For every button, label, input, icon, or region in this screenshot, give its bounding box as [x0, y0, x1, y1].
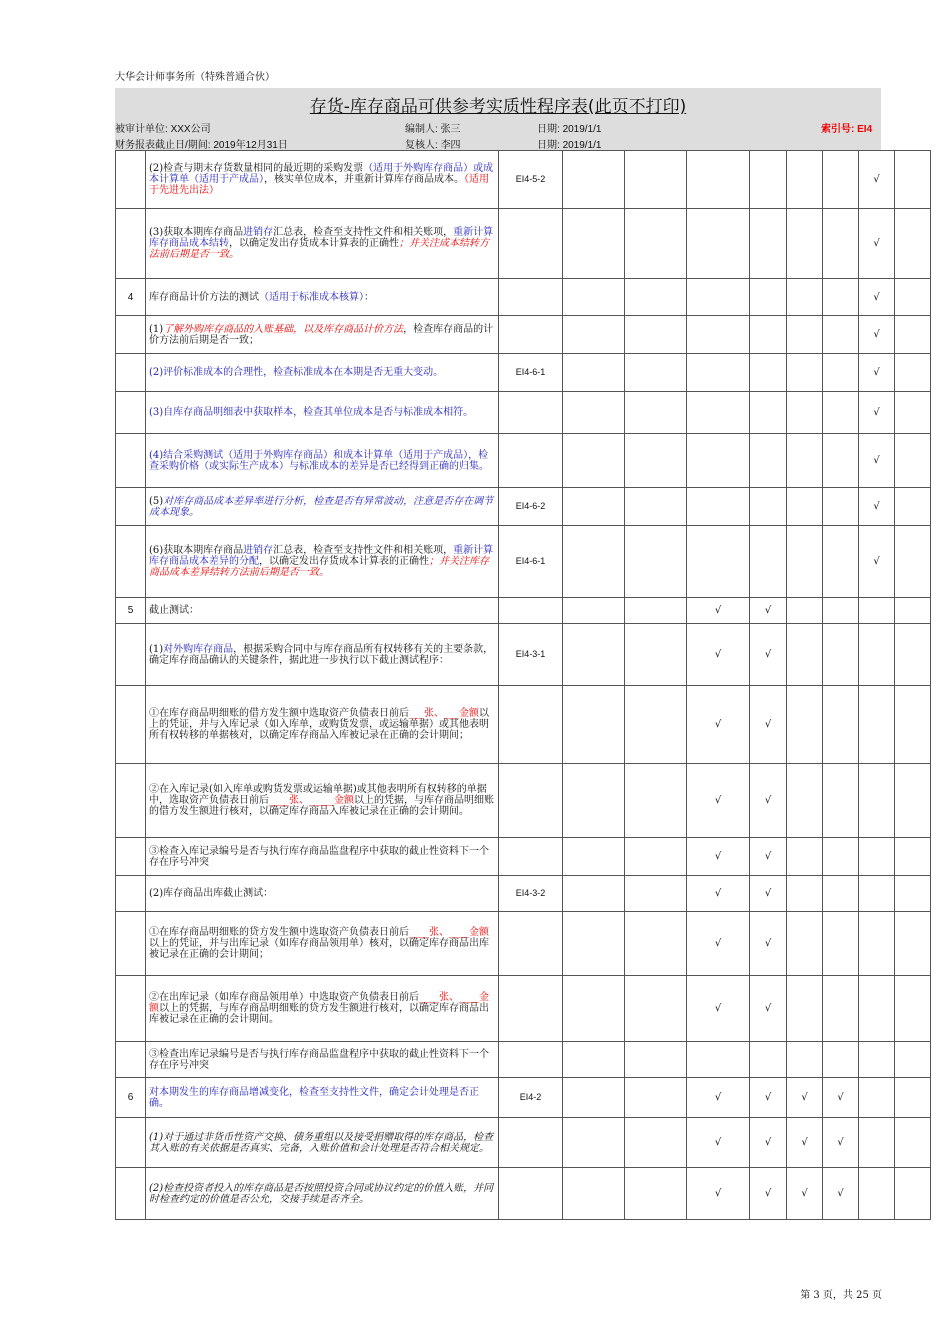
check-cell [787, 598, 823, 624]
check-cell: √ [687, 912, 750, 976]
check-cell: √ [750, 1078, 787, 1118]
check-cell: √ [750, 838, 787, 876]
check-cell [563, 151, 625, 209]
step-number [116, 686, 146, 764]
check-cell [895, 1042, 931, 1078]
table-row [116, 686, 950, 764]
check-cell [687, 392, 750, 434]
check-cell [823, 354, 859, 392]
procedure-text: (2)检查投资者投入的库存商品是否按照投资合同或协议约定的价值入账，并同时检查约定的价值是否公允，交接手续是否齐全。 [146, 1168, 499, 1220]
preparer: 编制人: 张三 [405, 124, 461, 135]
check-cell [563, 686, 625, 764]
check-cell [563, 1078, 625, 1118]
check-cell [787, 764, 823, 838]
audited-unit: 被审计单位: XXX公司 [115, 124, 211, 135]
check-cell [750, 488, 787, 526]
check-cell [750, 151, 787, 209]
check-cell [625, 764, 687, 838]
check-cell [750, 354, 787, 392]
prepare-date: 日期: 2019/1/1 [537, 124, 602, 135]
check-cell [823, 392, 859, 434]
check-cell [625, 1042, 687, 1078]
check-cell: √ [859, 279, 895, 316]
check-cell [625, 838, 687, 876]
step-number [116, 488, 146, 526]
check-cell [787, 624, 823, 686]
step-number [116, 838, 146, 876]
check-cell [563, 1118, 625, 1168]
check-cell [625, 354, 687, 392]
check-cell [823, 209, 859, 279]
procedure-text: (1)对外购库存商品，根据采购合同中与库存商品所有权转移有关的主要条款，确定库存商品确认的关键条件，据此进一步执行以下截止测试程序： [146, 624, 499, 686]
check-cell [563, 912, 625, 976]
check-cell [625, 1118, 687, 1168]
workpaper-ref [499, 1042, 563, 1078]
check-cell [687, 151, 750, 209]
workpaper-ref [499, 1118, 563, 1168]
workpaper-ref [499, 434, 563, 488]
step-number [116, 209, 146, 279]
table-row [116, 354, 950, 392]
check-cell [563, 354, 625, 392]
check-cell [823, 838, 859, 876]
check-cell [625, 598, 687, 624]
procedure-text: (3)自库存商品明细表中获取样本，检查其单位成本是否与标准成本相符。 [146, 392, 499, 434]
step-number [116, 624, 146, 686]
workpaper-ref [499, 598, 563, 624]
table-row [116, 976, 950, 1042]
table-row [116, 434, 950, 488]
step-number [116, 316, 146, 354]
check-cell [823, 598, 859, 624]
review-date: 日期: 2019/1/1 [537, 140, 602, 151]
procedure-text: (2)评价标准成本的合理性，检查标准成本在本期是否无重大变动。 [146, 354, 499, 392]
table-row [116, 598, 950, 624]
procedure-text: ③检查入库记录编号是否与执行库存商品监盘程序中获取的截止性资料下一个存在序号冲突 [146, 838, 499, 876]
check-cell [895, 316, 931, 354]
table-row [116, 624, 950, 686]
check-cell [787, 876, 823, 912]
check-cell [750, 392, 787, 434]
check-cell: √ [687, 686, 750, 764]
check-cell [687, 526, 750, 598]
check-cell [625, 316, 687, 354]
check-cell [859, 624, 895, 686]
check-cell: √ [687, 976, 750, 1042]
check-cell [563, 279, 625, 316]
check-cell [895, 434, 931, 488]
table-row [116, 209, 950, 279]
check-cell [895, 624, 931, 686]
table-row [116, 279, 950, 316]
workpaper-ref [499, 1168, 563, 1220]
check-cell [563, 1042, 625, 1078]
check-cell [859, 1042, 895, 1078]
check-cell [687, 434, 750, 488]
check-cell [563, 434, 625, 488]
check-cell: √ [687, 838, 750, 876]
check-cell [895, 686, 931, 764]
check-cell [823, 434, 859, 488]
check-cell [787, 209, 823, 279]
check-cell [859, 1078, 895, 1118]
check-cell [787, 392, 823, 434]
check-cell [750, 279, 787, 316]
check-cell [750, 526, 787, 598]
workpaper-ref [499, 686, 563, 764]
check-cell: √ [787, 1118, 823, 1168]
step-number: 4 [116, 279, 146, 316]
check-cell [859, 1168, 895, 1220]
step-number: 5 [116, 598, 146, 624]
check-cell: √ [859, 209, 895, 279]
check-cell [823, 488, 859, 526]
check-cell [687, 1042, 750, 1078]
check-cell: √ [687, 624, 750, 686]
check-cell [823, 876, 859, 912]
check-cell [787, 976, 823, 1042]
check-cell [563, 976, 625, 1042]
table-row [116, 316, 950, 354]
report-period: 财务报表截止日/期间: 2019年12月31日 [115, 140, 288, 151]
check-cell [750, 316, 787, 354]
step-number [116, 976, 146, 1042]
step-number: 6 [116, 1078, 146, 1118]
check-cell [823, 151, 859, 209]
check-cell [625, 151, 687, 209]
page-number: 第 3 页，共 25 页 [800, 1290, 882, 1301]
check-cell: √ [859, 488, 895, 526]
procedure-text: 截止测试： [146, 598, 499, 624]
check-cell: √ [823, 1078, 859, 1118]
firm-name: 大华会计师事务所（特殊普通合伙） [115, 72, 275, 83]
table-row [116, 876, 950, 912]
check-cell [859, 912, 895, 976]
table-row [116, 1042, 950, 1078]
check-cell [625, 624, 687, 686]
check-cell [750, 434, 787, 488]
table-row [116, 151, 950, 209]
check-cell [563, 316, 625, 354]
check-cell [823, 912, 859, 976]
procedure-text: ②在出库记录（如库存商品领用单）中选取资产负债表日前后____张、____金额以上的凭据，与库存商品明细账的贷方发生额进行核对，以确定库存商品出库被记录在正确的会计期间。 [146, 976, 499, 1042]
check-cell: √ [750, 598, 787, 624]
check-cell [823, 764, 859, 838]
header-block [115, 88, 881, 150]
check-cell [895, 764, 931, 838]
check-cell [787, 316, 823, 354]
check-cell: √ [787, 1168, 823, 1220]
check-cell: √ [750, 876, 787, 912]
check-cell [563, 209, 625, 279]
check-cell: √ [750, 1168, 787, 1220]
check-cell [895, 1078, 931, 1118]
check-cell [787, 354, 823, 392]
procedure-text: 库存商品计价方法的测试（适用于标准成本核算）： [146, 279, 499, 316]
table-row [116, 1078, 950, 1118]
check-cell [823, 686, 859, 764]
table-row [116, 1118, 950, 1168]
check-cell [563, 598, 625, 624]
check-cell: √ [687, 598, 750, 624]
workpaper-ref: EI4-3-1 [499, 624, 563, 686]
check-cell [895, 912, 931, 976]
check-cell: √ [687, 1078, 750, 1118]
check-cell [787, 686, 823, 764]
step-number [116, 354, 146, 392]
check-cell [687, 279, 750, 316]
check-cell: √ [750, 912, 787, 976]
table-row [116, 392, 950, 434]
workpaper-ref: EI4-2 [499, 1078, 563, 1118]
check-cell [750, 1042, 787, 1078]
procedure-text: (4)结合采购测试（适用于外购库存商品）和成本计算单（适用于产成品），检查采购价格（或实际生产成本）与标准成本的差异是否已经得到正确的归集。 [146, 434, 499, 488]
check-cell [859, 1118, 895, 1168]
check-cell [625, 876, 687, 912]
workpaper-ref [499, 912, 563, 976]
check-cell: √ [859, 316, 895, 354]
check-cell [750, 209, 787, 279]
check-cell [859, 598, 895, 624]
table-row [116, 912, 950, 976]
step-number [116, 1118, 146, 1168]
table-row [116, 764, 950, 838]
check-cell [563, 488, 625, 526]
procedure-text: ①在库存商品明细账的贷方发生额中选取资产负债表日前后____张、____金额以上的凭证，并与出库记录（如库存商品领用单）核对，以确定库存商品出库被记录在正确的会计期间； [146, 912, 499, 976]
table-row [116, 488, 950, 526]
workpaper-ref: EI4-6-2 [499, 488, 563, 526]
check-cell [823, 976, 859, 1042]
check-cell [625, 279, 687, 316]
check-cell [859, 876, 895, 912]
check-cell: √ [687, 876, 750, 912]
check-cell: √ [859, 354, 895, 392]
check-cell: √ [859, 434, 895, 488]
check-cell [895, 598, 931, 624]
check-cell [563, 838, 625, 876]
check-cell [787, 1042, 823, 1078]
check-cell [859, 838, 895, 876]
check-cell [823, 316, 859, 354]
procedure-text: (1)对于通过非货币性资产交换、债务重组以及接受捐赠取得的库存商品，检查其入账的有关依据是否真实、完备，入账价值和会计处理是否符合相关规定。 [146, 1118, 499, 1168]
reviewer: 复核人: 李四 [405, 140, 461, 151]
check-cell: √ [750, 624, 787, 686]
check-cell [625, 976, 687, 1042]
workpaper-ref [499, 838, 563, 876]
check-cell [895, 488, 931, 526]
check-cell [787, 488, 823, 526]
check-cell: √ [859, 151, 895, 209]
procedure-text: (6)获取本期库存商品进销存汇总表，检查至支持性文件和相关账项，重新计算库存商品成本差异的分配，以确定发出存货成本计算表的正确性；并关注库存商品成本差异结转方法前后期是否一致。 [146, 526, 499, 598]
check-cell [563, 392, 625, 434]
procedure-text: ②在入库记录(如入库单或购货发票或运输单据)或其他表明所有权转移的单据中，选取资产负债表日前后____张、_____金额以上的凭据，与库存商品明细账的借方发生额进行核对，以确定库存商品入库被记录在正确的会计期间。 [146, 764, 499, 838]
procedure-text: (3)获取本期库存商品进销存汇总表，检查至支持性文件和相关账项，重新计算库存商品成本结转，以确定发出存货成本计算表的正确性；并关注成本结转方法前后期是否一致。 [146, 209, 499, 279]
check-cell [859, 764, 895, 838]
check-cell [687, 354, 750, 392]
table-row [116, 1168, 950, 1220]
check-cell [823, 624, 859, 686]
procedure-table [115, 150, 950, 1220]
check-cell [895, 976, 931, 1042]
workpaper-ref [499, 392, 563, 434]
check-cell [563, 526, 625, 598]
index-number: 索引号: EI4 [821, 124, 873, 135]
check-cell [895, 209, 931, 279]
step-number [116, 434, 146, 488]
table-row [116, 838, 950, 876]
procedure-text: 对本期发生的库存商品增减变化，检查至支持性文件，确定会计处理是否正确。 [146, 1078, 499, 1118]
check-cell [625, 526, 687, 598]
workpaper-ref [499, 209, 563, 279]
procedure-text: (5)对库存商品成本差异率进行分析，检查是否有异常波动，注意是否存在调节成本现象。 [146, 488, 499, 526]
check-cell [859, 976, 895, 1042]
check-cell [625, 686, 687, 764]
step-number [116, 912, 146, 976]
workpaper-ref: EI4-6-1 [499, 526, 563, 598]
workpaper-ref [499, 764, 563, 838]
check-cell: √ [787, 1078, 823, 1118]
check-cell: √ [859, 526, 895, 598]
step-number [116, 876, 146, 912]
check-cell [895, 1168, 931, 1220]
check-cell [563, 876, 625, 912]
check-cell: √ [750, 1118, 787, 1168]
check-cell [625, 912, 687, 976]
check-cell [787, 151, 823, 209]
step-number [116, 1168, 146, 1220]
workpaper-ref [499, 316, 563, 354]
check-cell: √ [687, 764, 750, 838]
check-cell [563, 624, 625, 686]
check-cell [895, 838, 931, 876]
check-cell [687, 209, 750, 279]
check-cell [787, 279, 823, 316]
check-cell [625, 209, 687, 279]
procedure-text: (1)了解外购库存商品的入账基础，以及库存商品计价方法，检查库存商品的计价方法前后期是否一致； [146, 316, 499, 354]
check-cell [625, 434, 687, 488]
check-cell: √ [687, 1118, 750, 1168]
check-cell: √ [859, 392, 895, 434]
check-cell [787, 526, 823, 598]
check-cell [895, 354, 931, 392]
step-number [116, 764, 146, 838]
check-cell [687, 316, 750, 354]
check-cell [895, 279, 931, 316]
check-cell [823, 526, 859, 598]
procedure-text: ③检查出库记录编号是否与执行库存商品监盘程序中获取的截止性资料下一个存在序号冲突 [146, 1042, 499, 1078]
check-cell: √ [750, 686, 787, 764]
check-cell [823, 1042, 859, 1078]
procedure-text: (2)检查与期末存货数量相同的最近期的采购发票（适用于外购库存商品）或成本计算单（适用于产成品），核实单位成本，并重新计算库存商品成本。（适用于先进先出法） [146, 151, 499, 209]
check-cell [787, 434, 823, 488]
check-cell: √ [823, 1168, 859, 1220]
check-cell [687, 488, 750, 526]
procedure-text: ①在库存商品明细账的借方发生额中选取资产负债表日前后___张、___金额以上的凭证，并与入库记录（如入库单，或购货发票，或运输单据）或其他表明所有权转移的单据核对，以确定库存商品入库被记录在正确的会计期间； [146, 686, 499, 764]
step-number [116, 151, 146, 209]
check-cell: √ [823, 1118, 859, 1168]
check-cell [625, 1078, 687, 1118]
check-cell [787, 838, 823, 876]
check-cell [563, 1168, 625, 1220]
check-cell: √ [687, 1168, 750, 1220]
table-row [116, 526, 950, 598]
step-number [116, 1042, 146, 1078]
check-cell [563, 764, 625, 838]
workpaper-ref [499, 279, 563, 316]
check-cell [895, 526, 931, 598]
check-cell [895, 1118, 931, 1168]
check-cell [895, 876, 931, 912]
check-cell [625, 1168, 687, 1220]
workpaper-ref: EI4-6-1 [499, 354, 563, 392]
workpaper-ref: EI4-3-2 [499, 876, 563, 912]
check-cell [859, 686, 895, 764]
check-cell: √ [750, 764, 787, 838]
page-title: 存货-库存商品可供参考实质性程序表(此页不打印) [309, 97, 687, 117]
step-number [116, 392, 146, 434]
check-cell [625, 488, 687, 526]
workpaper-ref: EI4-5-2 [499, 151, 563, 209]
check-cell [895, 392, 931, 434]
workpaper-ref [499, 976, 563, 1042]
check-cell: √ [750, 976, 787, 1042]
check-cell [787, 912, 823, 976]
procedure-text: (2)库存商品出库截止测试： [146, 876, 499, 912]
step-number [116, 526, 146, 598]
check-cell [895, 151, 931, 209]
check-cell [625, 392, 687, 434]
check-cell [823, 279, 859, 316]
